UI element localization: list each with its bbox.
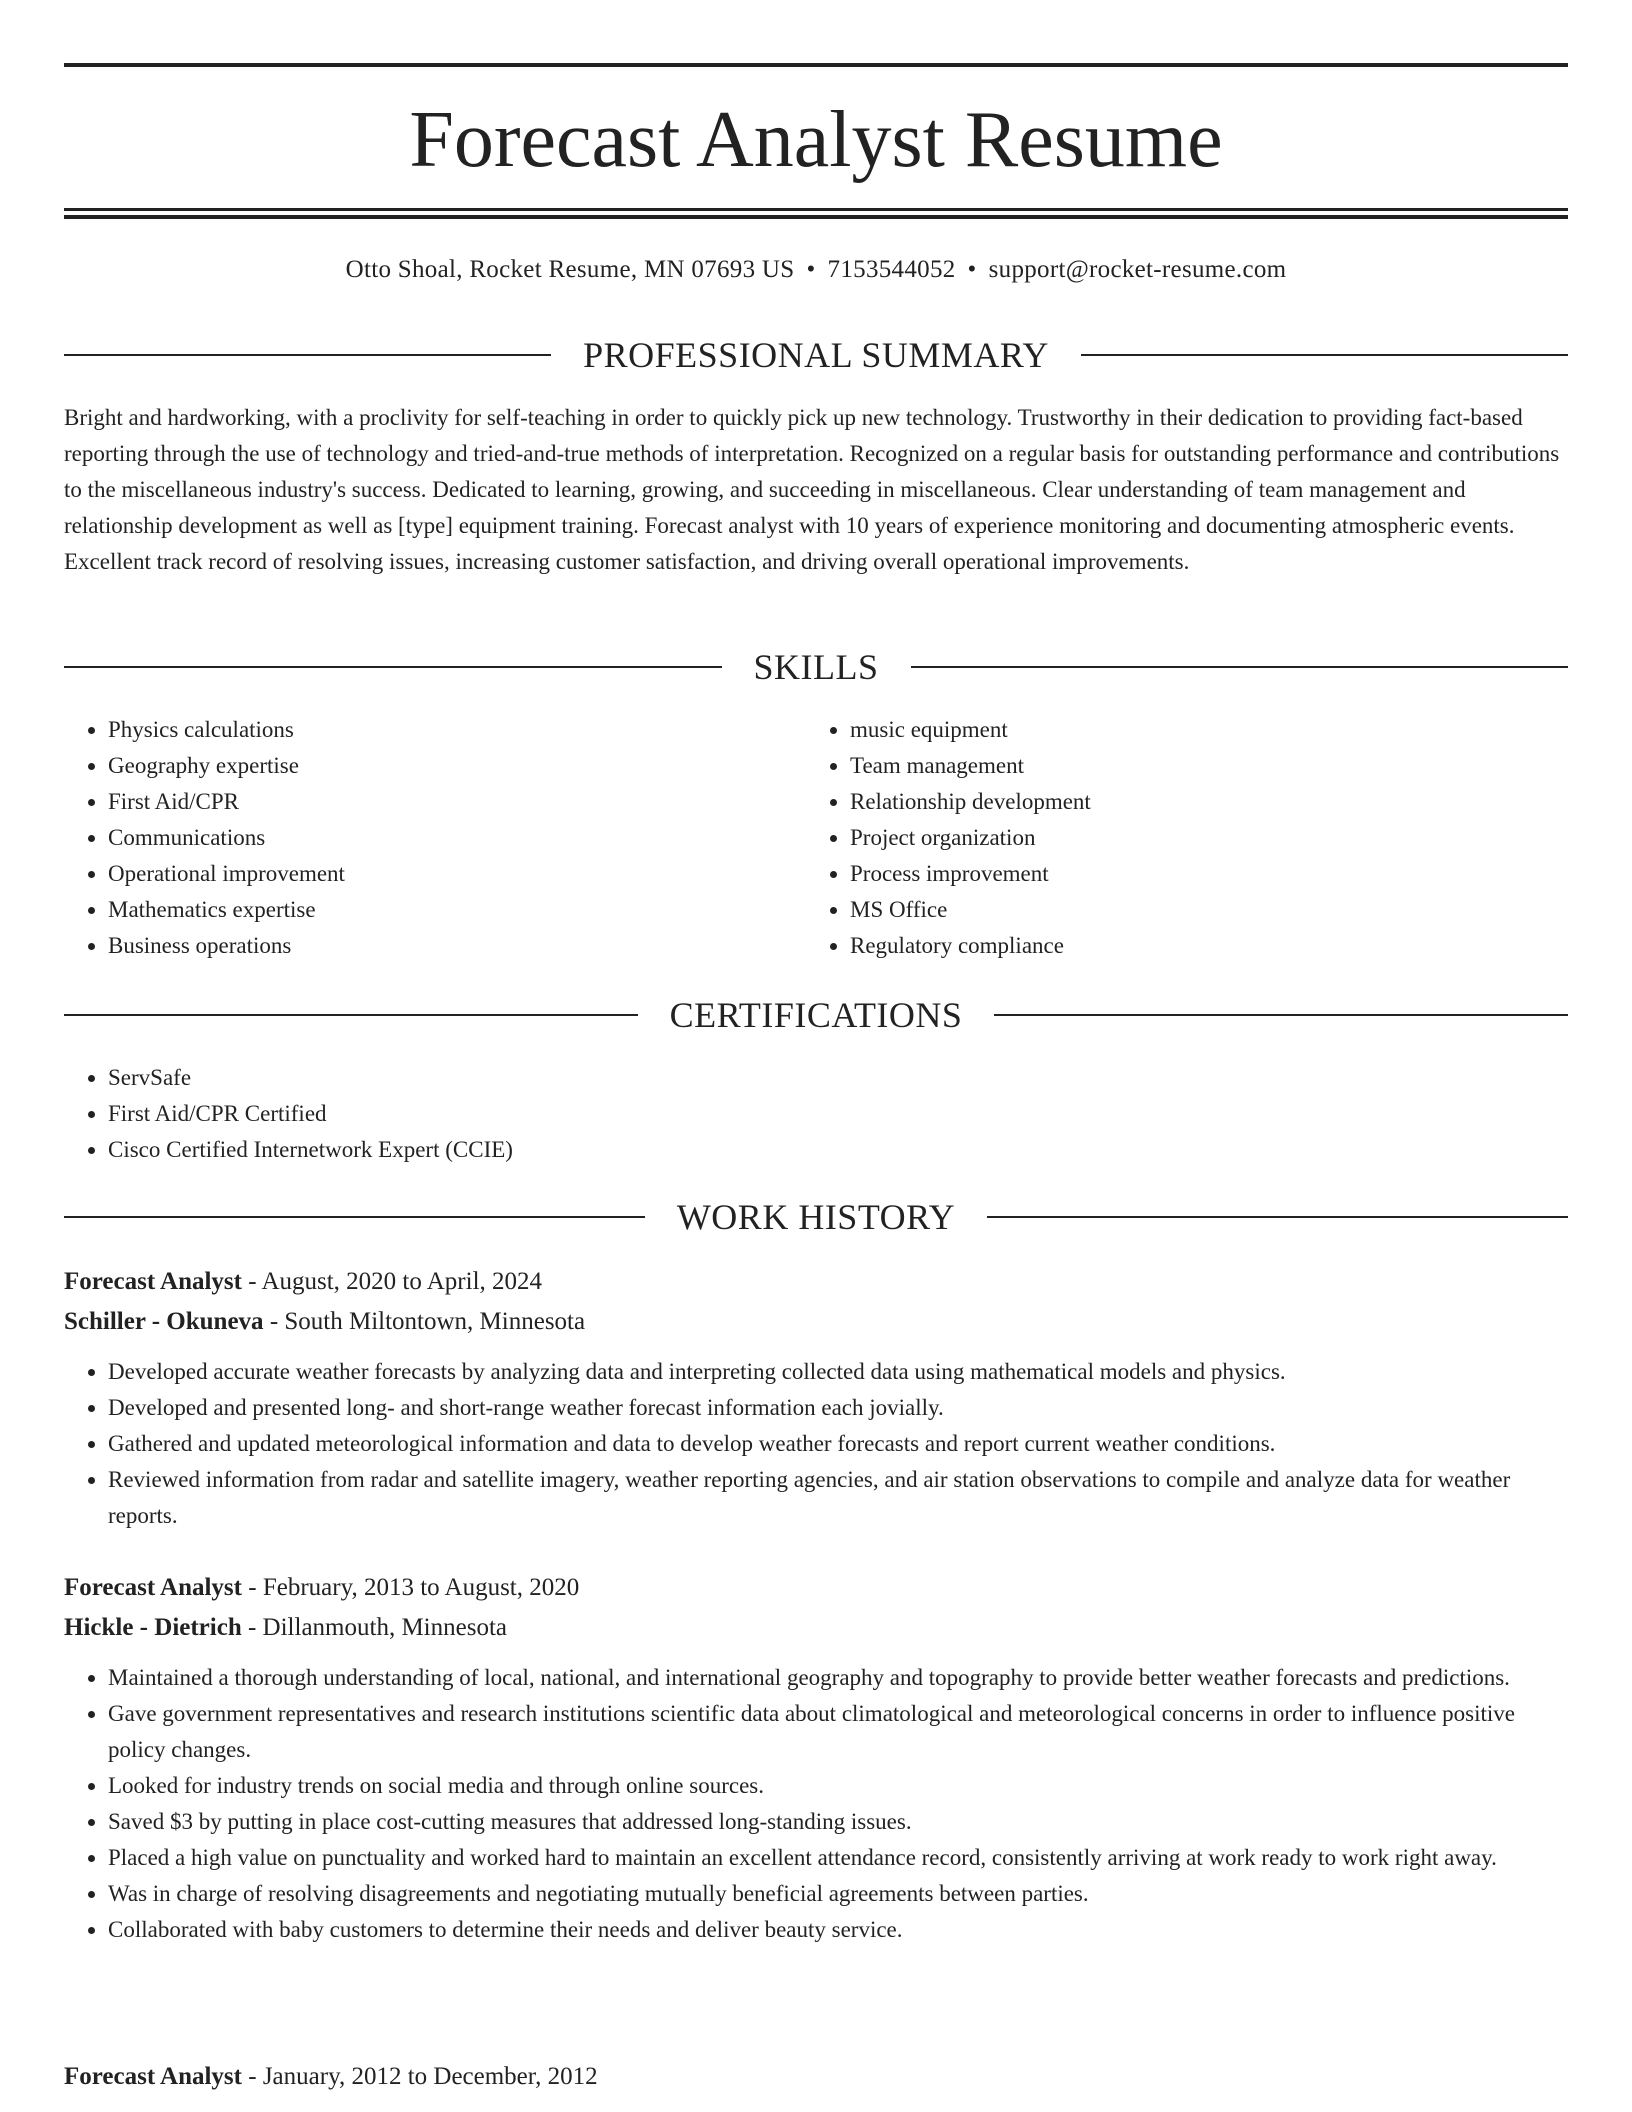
skills-right-column: [806, 712, 1566, 964]
certifications-list: [64, 1060, 1568, 1168]
skills-right-list: [806, 712, 1566, 964]
job-bullet: • Was in charge of resolving disagreements and negotiating mutually beneficial agreements between parties.: [108, 1876, 1568, 1912]
skill-item: • Physics calculations: [108, 712, 804, 748]
heading-rule: [64, 666, 722, 668]
top-rule: [64, 63, 1568, 67]
heading-rule: [64, 1014, 638, 1016]
job-location: - South Miltontown, Minnesota: [263, 1308, 586, 1335]
job-dates: - January, 2012 to December, 2012: [242, 2063, 598, 2090]
job-company-line: [64, 1608, 1568, 1648]
certification-item: • Cisco Certified Internetwork Expert (CCIE): [108, 1132, 1568, 1168]
contact-address: Otto Shoal, Rocket Resume, MN 07693 US: [345, 256, 795, 283]
job-company: Hickle - Dietrich: [64, 1614, 242, 1641]
summary-text: Bright and hardworking, with a proclivity for self-teaching in order to quickly pick up new technology. Trustworthy in their dedication to providing fact-based reporting through the use of technology and tried-and-true methods of interpretation. Recognized on a regular basis for outstanding performance and contributions to the miscellaneous industry's success. Dedicated to learning, growing, and succeeding in miscellaneous. Clear understanding of team management and relationship development as well as [type] equipment training. Forecast analyst with 10 years of experience monitoring and documenting atmospheric events. Excellent track record of resolving issues, increasing customer satisfaction, and driving overall operational improvements.: [64, 405, 1560, 574]
skill-item: • Mathematics expertise: [108, 892, 804, 928]
title-rule-upper: [64, 208, 1568, 211]
job-title: Forecast Analyst: [64, 2063, 242, 2090]
job-company: Schiller - Okuneva: [64, 1308, 264, 1335]
title-rule-lower: [64, 215, 1568, 219]
job-title-line: [64, 1262, 1568, 1302]
contact-phone: 7153544052: [827, 256, 956, 283]
job-bullet: • Reviewed information from radar and satellite imagery, weather reporting agencies, and air station observations to compile and analyze data for weather reports.: [108, 1462, 1568, 1534]
job-entry-3: [64, 2057, 1568, 2097]
job-bullet: • Maintained a thorough understanding of local, national, and international geography and topography to provide better weather forecasts and predictions.: [108, 1660, 1568, 1696]
skill-item: • Project organization: [850, 820, 1566, 856]
skills-heading-label: SKILLS: [753, 647, 879, 687]
job-location: - Dillanmouth, Minnesota: [241, 1614, 507, 1641]
job-bullet: • Collaborated with baby customers to determine their needs and deliver beauty service.: [108, 1912, 1568, 1948]
job-entry-1: [64, 1262, 1568, 1534]
work-history-heading: [64, 1193, 1568, 1241]
job-bullet: • Gathered and updated meteorological information and data to develop weather forecasts and report current weather conditions.: [108, 1426, 1568, 1462]
job-company-line: [64, 1302, 1568, 1342]
skill-item: • music equipment: [850, 712, 1566, 748]
job-title-line: [64, 2057, 1568, 2097]
job-bullets: [64, 1354, 1568, 1534]
skills-left-list: [64, 712, 804, 964]
heading-rule: [1081, 354, 1568, 356]
skill-item: • First Aid/CPR: [108, 784, 804, 820]
job-bullet: • Gave government representatives and research institutions scientific data about climatological and meteorological concerns in order to influence positive policy changes.: [108, 1696, 1568, 1768]
job-title: Forecast Analyst: [64, 1268, 242, 1295]
skills-heading: [64, 643, 1568, 691]
contact-email: support@rocket-resume.com: [988, 256, 1287, 283]
contact-separator: •: [806, 256, 816, 283]
skill-item: • Geography expertise: [108, 748, 804, 784]
skill-item: • Operational improvement: [108, 856, 804, 892]
resume-title: Forecast Analyst Resume: [409, 96, 1223, 184]
certification-item: • First Aid/CPR Certified: [108, 1096, 1568, 1132]
job-bullet: • Developed accurate weather forecasts by analyzing data and interpreting collected data using mathematical models and physics.: [108, 1354, 1568, 1390]
heading-rule: [987, 1216, 1568, 1218]
skill-item: • MS Office: [850, 892, 1566, 928]
certifications-heading-label: CERTIFICATIONS: [669, 995, 963, 1035]
summary-heading-label: PROFESSIONAL SUMMARY: [583, 335, 1049, 375]
heading-rule: [64, 1216, 645, 1218]
job-bullets: [64, 1660, 1568, 1948]
job-bullet: • Developed and presented long- and short-range weather forecast information each jovially.: [108, 1390, 1568, 1426]
certifications: [64, 1060, 1568, 1168]
skill-item: • Relationship development: [850, 784, 1566, 820]
job-dates: - August, 2020 to April, 2024: [242, 1268, 543, 1295]
job-bullet: • Saved $3 by putting in place cost-cutting measures that addressed long-standing issues.: [108, 1804, 1568, 1840]
skills-left-column: [64, 712, 804, 964]
job-bullet: • Placed a high value on punctuality and worked hard to maintain an excellent attendance record, consistently arriving at work ready to work right away.: [108, 1840, 1568, 1876]
contact-separator: •: [967, 256, 977, 283]
skill-item: • Regulatory compliance: [850, 928, 1566, 964]
certification-item: • ServSafe: [108, 1060, 1568, 1096]
job-title-line: [64, 1568, 1568, 1608]
summary-heading: [64, 331, 1568, 379]
skill-item: • Process improvement: [850, 856, 1566, 892]
work-history-heading-label: WORK HISTORY: [676, 1197, 956, 1237]
skill-item: • Communications: [108, 820, 804, 856]
job-bullet: • Looked for industry trends on social media and through online sources.: [108, 1768, 1568, 1804]
certifications-heading: [64, 991, 1568, 1039]
contact-line: [64, 252, 1568, 288]
job-dates: - February, 2013 to August, 2020: [242, 1574, 580, 1601]
skill-item: • Team management: [850, 748, 1566, 784]
heading-rule: [64, 354, 551, 356]
job-title: Forecast Analyst: [64, 1574, 242, 1601]
heading-rule: [911, 666, 1569, 668]
job-entry-2: [64, 1568, 1568, 1948]
skill-item: • Business operations: [108, 928, 804, 964]
heading-rule: [994, 1014, 1568, 1016]
